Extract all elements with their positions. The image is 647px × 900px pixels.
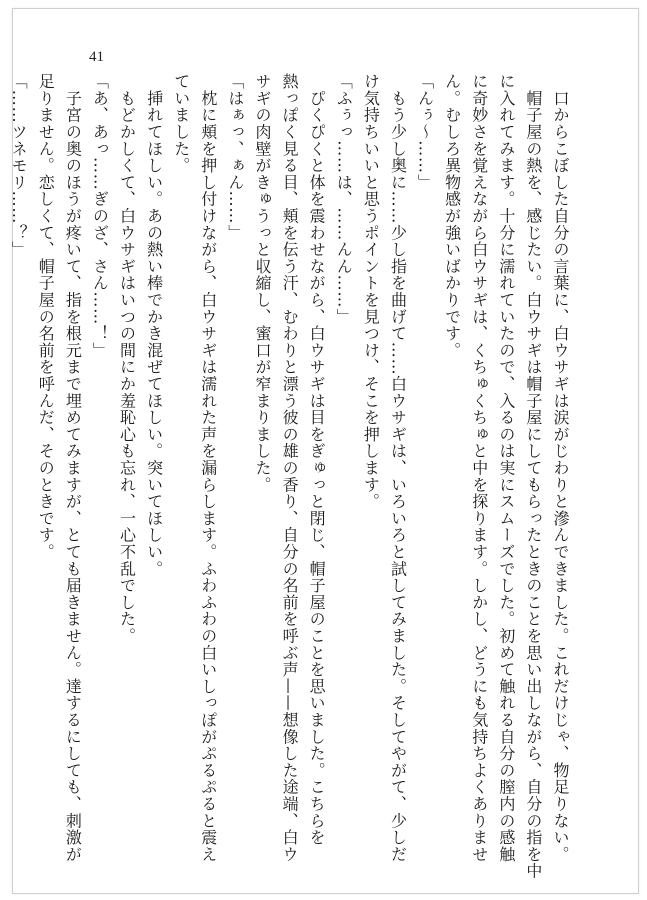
text-line: 「……ツネモリ……？」: [9, 73, 29, 258]
text-line: ぴくぴくと体を震わせながら、白ウサギは目をぎゅっと閉じ、帽子屋のことを思いました。こちらを: [307, 73, 327, 846]
page-number: 41: [89, 49, 104, 65]
text-line: 挿れてほしい。あの熱い棒でかき混ぜてほしい。突いてほしい。: [144, 73, 164, 577]
text-line: 「あ、あっ……ぎのざ、さん……！」: [90, 73, 110, 359]
text-line: 熱っぽく見る目、頬を伝う汗、むわりと漂う彼の雄の香り、自分の名前を呼ぶ声——想像した途端、白ウ: [280, 73, 300, 863]
text-line: 枕に頬を押し付けながら、白ウサギは濡れた声を漏らします。ふわふわの白いしっぽがぷるぷると震え: [198, 73, 218, 863]
text-line: け気持ちいいと思うポイントを見つけ、そこを押します。: [361, 73, 381, 510]
text-line: 子宮の奥のほうが疼いて、指を根元まで埋めてみますが、とても届きません。達するにしても、刺激が: [63, 73, 83, 863]
text-line: 「ふぅっ……は、……んん……」: [334, 73, 354, 325]
text-line: 「はぁっ、ぁん……」: [225, 73, 245, 241]
text-line: 「んぅ〜……」: [415, 73, 435, 191]
book-page: [9, 8, 639, 894]
text-line: に奇妙さを覚えながら白ウサギは、くちゅくちゅと中を探ります。しかし、どうにも気持ちよくありませ: [469, 73, 489, 863]
text-line: ん。むしろ異物感が強いばかりです。: [442, 73, 462, 359]
text-line: に入れてみます。十分に濡れていたので、入るのは実にスムーズでした。初めて触れる自分の膣内の感触: [496, 73, 516, 863]
text-line: 帽子屋の熱を、感じたい。白ウサギは帽子屋にしてもらったときのことを思い出しながら、自分の指を中: [523, 73, 543, 880]
text-line: 足りません。恋しくて、帽子屋の名前を呼んだ、そのときです。: [36, 73, 56, 561]
body-text: [9, 73, 574, 883]
text-line: もう少し奥に……少し指を曲げて……白ウサギは、いろいろと試してみました。そしてやがて、少しだ: [388, 73, 408, 863]
text-line: もどかしくて、白ウサギはいつの間にか羞恥心も忘れ、一心不乱でした。: [117, 73, 137, 645]
text-line: サギの肉壁がきゅうっと収縮し、蜜口が窄まりました。: [252, 73, 272, 493]
text-line: 口からこぼした自分の言葉に、白ウサギは涙がじわりと滲んできました。これだけじゃ、物足りない。: [551, 73, 570, 863]
text-line: ていました。: [171, 73, 191, 174]
